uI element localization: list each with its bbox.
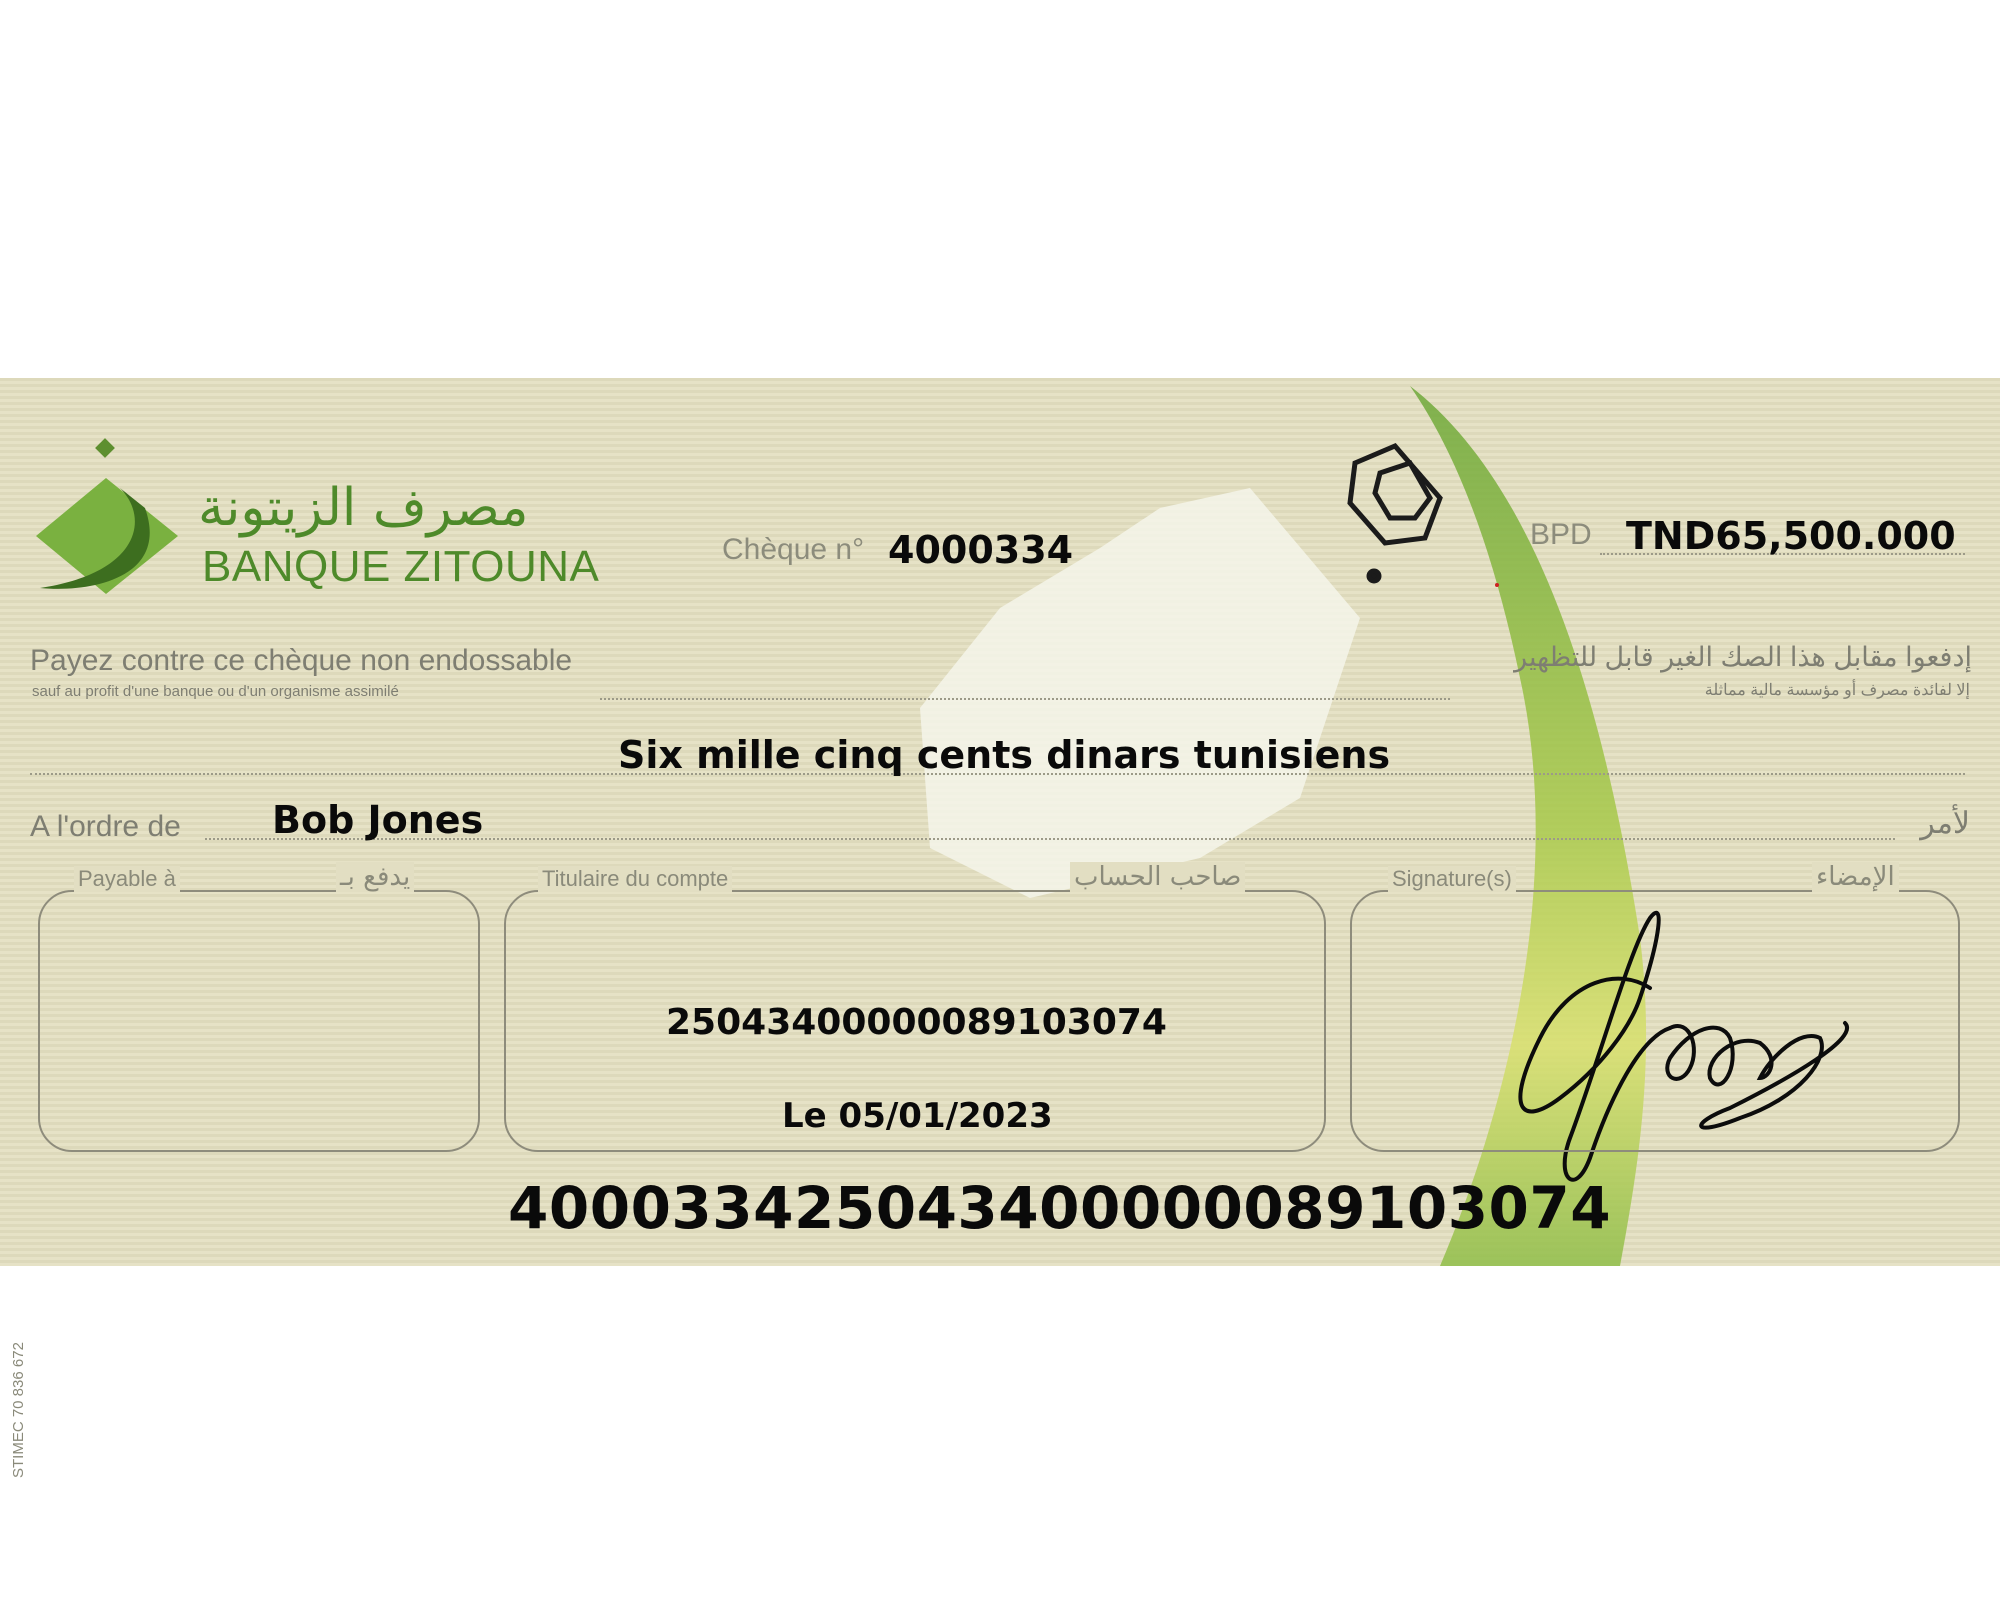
printer-code: STIMEC 70 836 672 <box>10 1342 27 1478</box>
instruction-arabic-small: إلا لفائدة مصرف أو مؤسسة مالية مماثلة <box>1704 682 1970 699</box>
bank-name-arabic: مصرف الزيتونة <box>198 478 529 538</box>
order-label-arabic: لأمر <box>1920 807 1970 840</box>
payable-box <box>38 890 480 1152</box>
order-label-french: A l'ordre de <box>30 810 181 843</box>
cheque-number: 4000334 <box>888 528 1074 572</box>
bank-name-french: BANQUE ZITOUNA <box>202 542 600 591</box>
holder-label-french: Titulaire du compte <box>538 866 732 892</box>
cheque-date: Le 05/01/2023 <box>782 1096 1053 1136</box>
payable-label-french: Payable à <box>74 866 180 892</box>
account-number: 25043400000089103074 <box>666 1002 1167 1043</box>
amount-figure: TND65,500.000 <box>1626 514 1956 558</box>
signature-box <box>1350 890 1960 1152</box>
instruction-french-small: sauf au profit d'une banque ou d'un organisme assimilé <box>32 683 399 700</box>
payee-name: Bob Jones <box>272 798 484 842</box>
emblem-icon <box>1350 446 1440 581</box>
payable-label-arabic: يدفع بـ <box>336 862 414 892</box>
amount-label: BPD <box>1530 518 1592 551</box>
instruction-arabic: إدفعوا مقابل هذا الصك الغير قابل للتظهير <box>1514 642 1972 672</box>
cheque-number-label: Chèque n° <box>722 533 865 566</box>
instruction-french: Payez contre ce chèque non endossable <box>30 644 573 677</box>
bank-cheque <box>0 378 2000 1478</box>
amount-in-words: Six mille cinq cents dinars tunisiens <box>618 733 1391 777</box>
signature-label-arabic: الإمضاء <box>1812 862 1899 892</box>
micr-line: 400033425043400000089103074 <box>508 1174 1612 1242</box>
signature-label-french: Signature(s) <box>1388 866 1516 892</box>
bank-logo-icon <box>36 438 178 594</box>
holder-label-arabic: صاحب الحساب <box>1070 862 1245 892</box>
